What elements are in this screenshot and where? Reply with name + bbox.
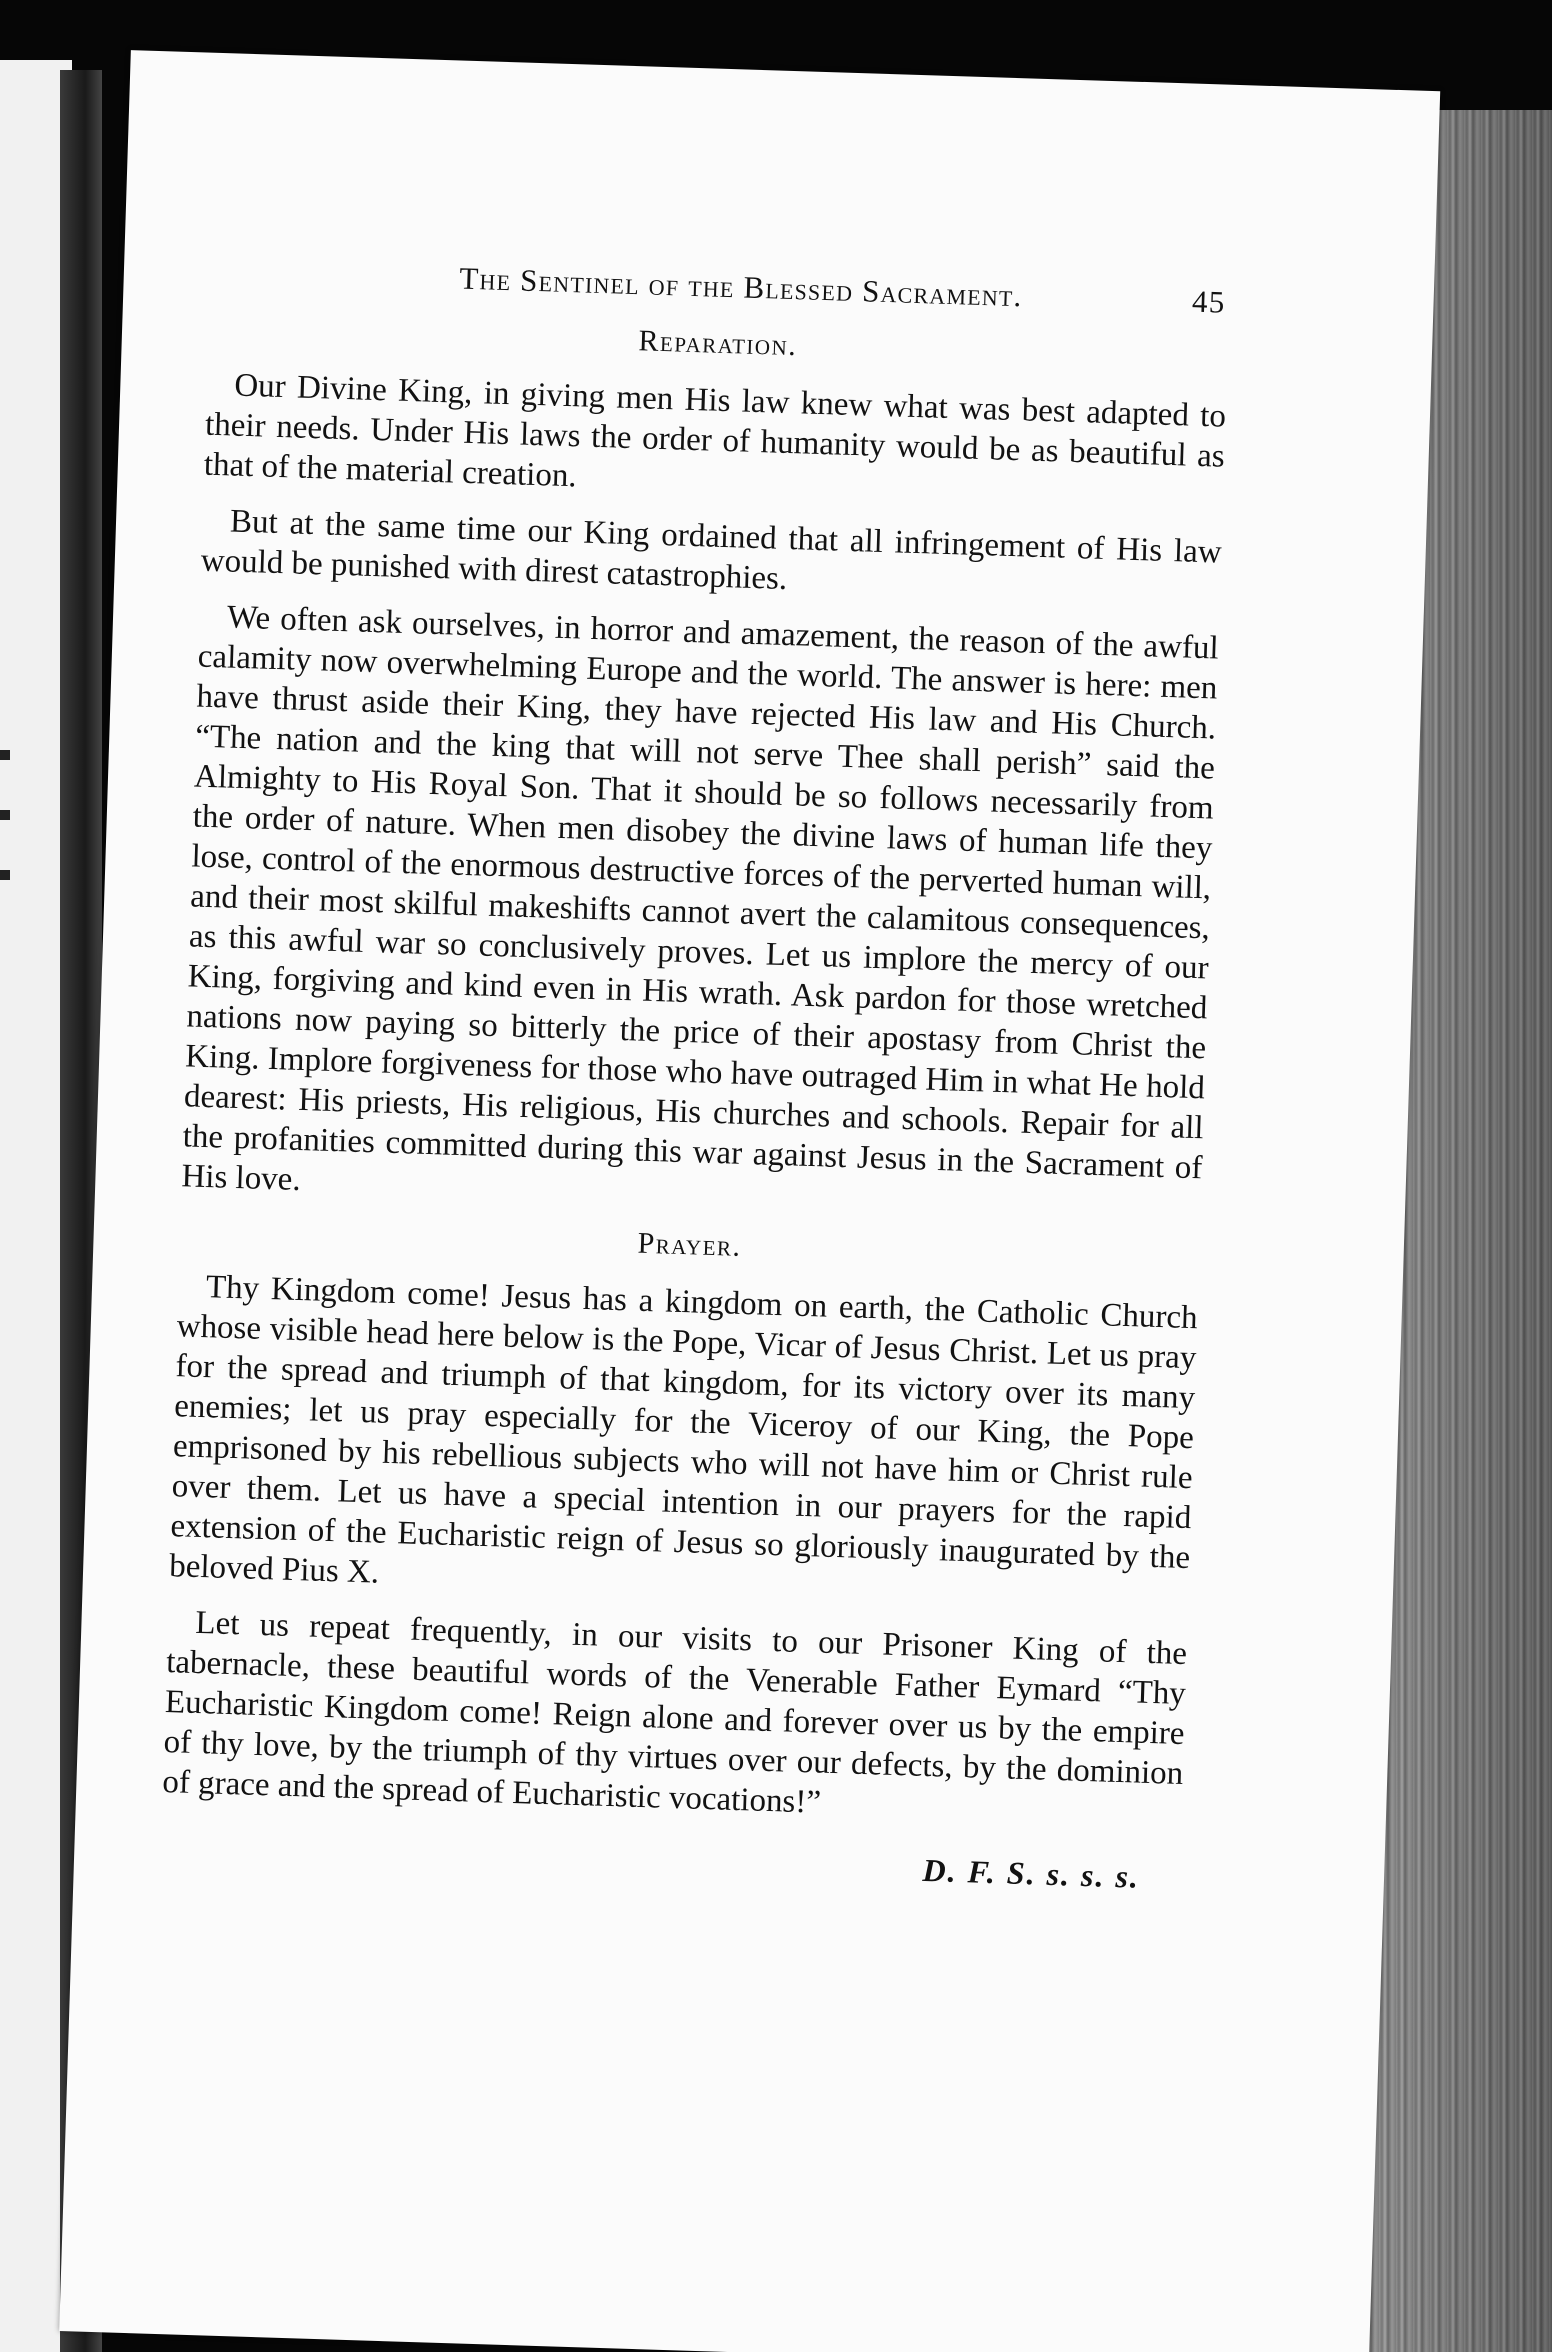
page-number: 45 bbox=[1191, 283, 1227, 320]
page-content bbox=[160, 253, 1230, 1897]
paragraph: But at the same time our King ordained that all infringement of His law would be punished with direst catastrophies. bbox=[200, 503, 1223, 597]
paragraph: We often ask ourselves, in horror and amazement, the reason of the awful calamity now overwhelming Europe and the world. The answer is here: men have thrust aside their King, they have rejected His law and His Church. “The nation and the king that will not serve Thee shall perish” said the Almighty to His Royal Son. That it should be so follows necessarily from the order of nature. When men disobey the divine laws of human life they lose, control of the enormous destructive forces of the perverted human will, and their most skilful makeshifts cannot avert the calamitous consequences, as this awful war so conclusively proves. Let us implore the mercy of our King, forgiving and kind even in His wrath. Ask pardon for those wretched nations now paying so bitterly the price of their apostasy from Christ the King. Implore forgiveness for those who have outraged Him in what He hold dearest: His priests, His religious, His churches and schools. Repair for all the profanities committed during this war against Jesus in the Sacrament of His love. bbox=[180, 599, 1220, 1199]
author-signature: D. F. S. s. s. s. bbox=[922, 1851, 1141, 1895]
paragraph: Let us repeat frequently, in our visits to our Prisoner King of the tabernacle, these beautiful words of the Venerable Father Eymard “Thy Eucharistic Kingdom come! Reign alone and forever over us by the empire of thy love, by the triumph of thy virtues over our defects, by the dominion of grace and the spread of Eucharistic vocations!” bbox=[161, 1604, 1188, 1821]
section-heading: Prayer. bbox=[637, 1226, 743, 1263]
paragraph: Our Divine King, in giving men His law knew what was best adapted to their needs. Under His laws the order of humanity would be as beautiful as that of the material creation. bbox=[203, 367, 1227, 495]
running-head bbox=[209, 253, 1230, 321]
running-head-title: The Sentinel of the Blessed Sacrament. bbox=[458, 260, 1024, 314]
book-page bbox=[59, 50, 1440, 2352]
section-heading: Reparation. bbox=[638, 324, 798, 363]
facing-page-marks bbox=[0, 750, 20, 950]
section-prayer bbox=[162, 1212, 1200, 1834]
paragraph: Thy Kingdom come! Jesus has a kingdom on earth, the Catholic Church whose visible head here below is the Pope, Vicar of Jesus Christ. Let us pray for the spread and triumph of that kingdom, for its victory over its many enemies; let us pray especially for the Viceroy of our King, the Pope emprisoned by his rebellious subjects who will not have him or Christ rule over them. Let us have a special intention in our prayers for the rapid extension of the Eucharistic reign of Jesus so gloriously inaugurated by the beloved Pius X. bbox=[168, 1269, 1199, 1591]
section-reparation bbox=[181, 311, 1228, 1229]
